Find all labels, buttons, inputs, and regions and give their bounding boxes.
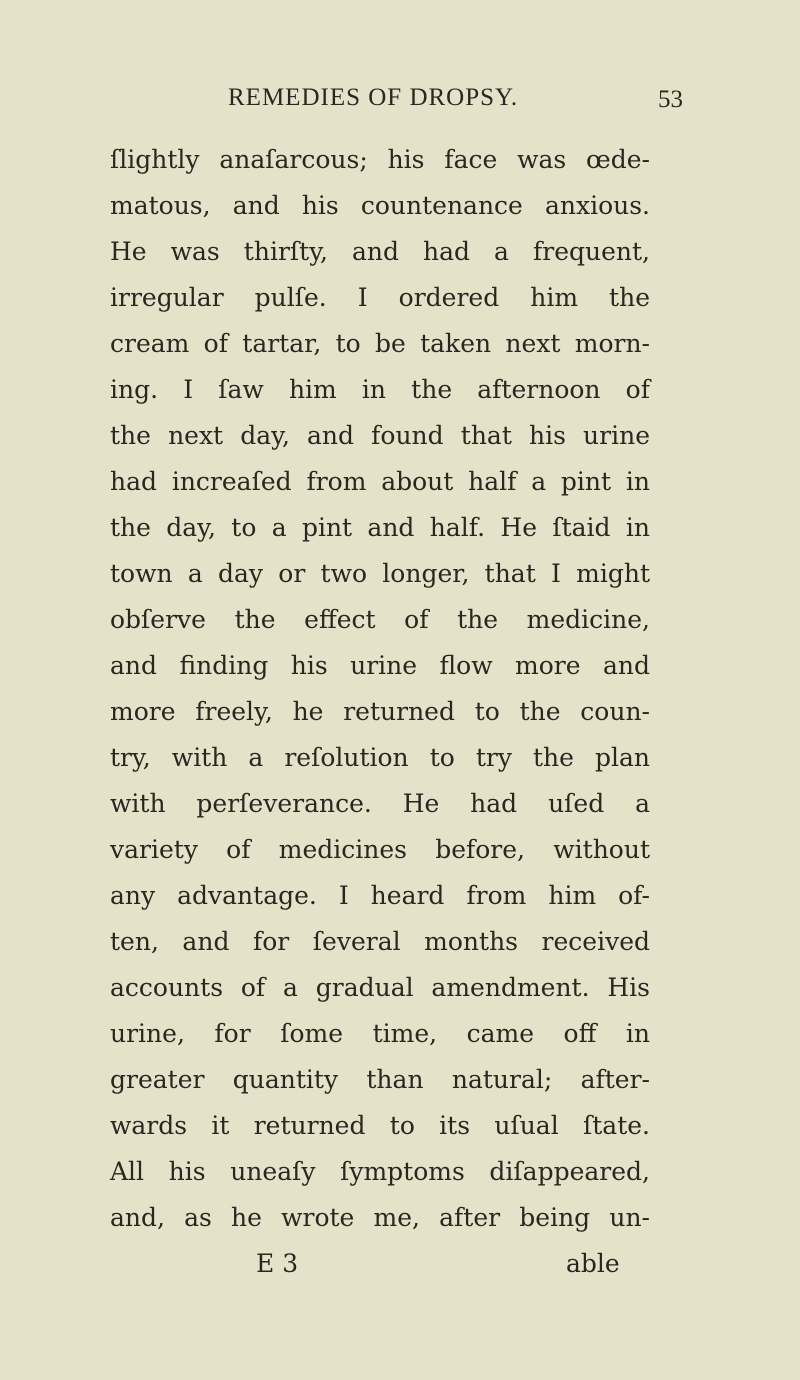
text-line: the next day, and found that his urine [110, 421, 650, 450]
text-line: any advantage. I heard from him of- [110, 881, 650, 910]
text-line: cream of tartar, to be taken next morn- [110, 329, 650, 358]
text-line: ſlightly anaſarcous; his face was œde- [110, 145, 650, 174]
text-line: more freely, he returned to the coun- [110, 697, 650, 726]
text-line: accounts of a gradual amendment. His [110, 973, 650, 1002]
signature-line [0, 1241, 800, 1287]
text-line: had increaſed from about half a pint in [110, 467, 650, 496]
text-line: matous, and his countenance anxious. [110, 191, 650, 220]
text-line: All his uneaſy ſymptoms diſappeared, [110, 1157, 650, 1186]
text-line: irregular pulſe. I ordered him the [110, 283, 650, 312]
running-head-title: REMEDIES OF DROPSY. [228, 84, 519, 111]
body-text [110, 137, 650, 1241]
text-line: wards it returned to its uſual ſtate. [110, 1111, 650, 1140]
text-line: ten, and for ſeveral months received [110, 927, 650, 956]
text-line: greater quantity than natural; after- [110, 1065, 650, 1094]
text-line: and finding his urine flow more and [110, 651, 650, 680]
text-line: urine, for ſome time, came off in [110, 1019, 650, 1048]
catchword: able [566, 1249, 620, 1278]
page-number: 53 [658, 86, 683, 113]
text-line: He was thirſty, and had a frequent, [110, 237, 650, 266]
running-head [0, 84, 800, 124]
text-line: and, as he wrote me, after being un- [110, 1203, 650, 1232]
text-line: the day, to a pint and half. He ſtaid in [110, 513, 650, 542]
text-line: town a day or two longer, that I might [110, 559, 650, 588]
text-line: obſerve the effect of the medicine, [110, 605, 650, 634]
text-line: ing. I ſaw him in the afternoon of [110, 375, 650, 404]
signature-mark: E 3 [256, 1249, 299, 1278]
text-line: try, with a reſolution to try the plan [110, 743, 650, 772]
text-line: with perſeverance. He had uſed a [110, 789, 650, 818]
text-line: variety of medicines before, without [110, 835, 650, 864]
